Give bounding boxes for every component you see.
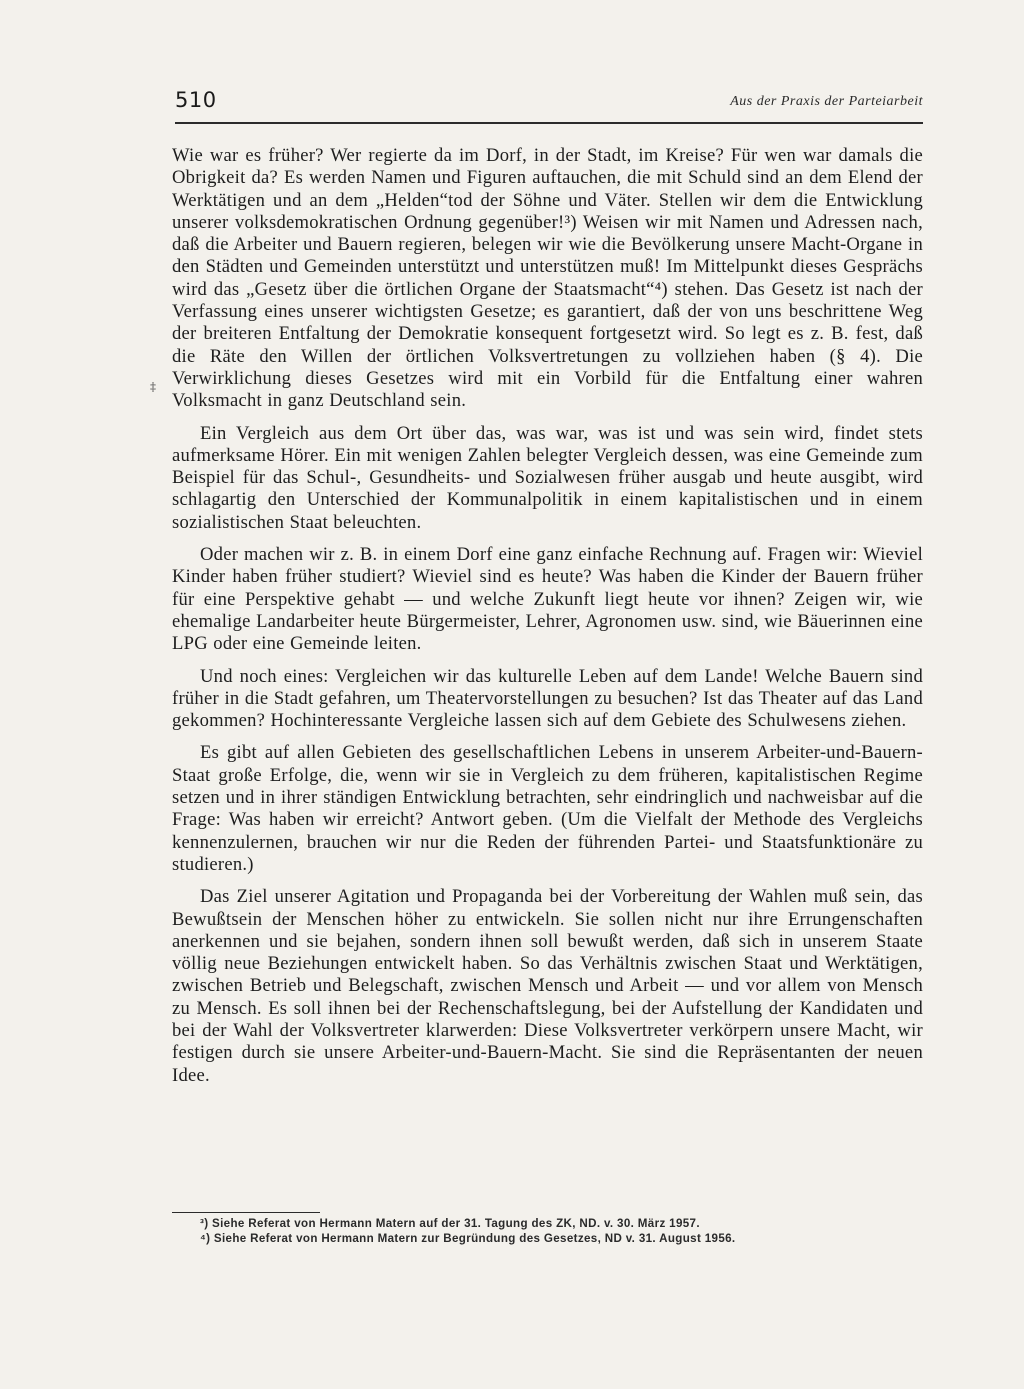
footnotes xyxy=(172,1216,927,1246)
paragraph-1: Wie war es früher? Wer regierte da im Dorf, in der Stadt, im Kreise? Für wen war damals die Obrigkeit da? Es werden Namen und Figuren auftauchen, die mit Schuld sind an dem Elend der Werktätigen und an dem „Helden“tod der Söhne und Väter. Stellen wir dem die Entwicklung unserer volksdemokratischen Ordnung gegenüber!³) Weisen wir mit Namen und Adressen nach, daß die Arbeiter und Bauern regieren, belegen wir wie die Bevölkerung unsere Macht-Organe in den Städten und Gemeinden unterstützt und unterstützen muß! Im Mittelpunkt dieses Gesprächs wird das „Gesetz über die örtlichen Organe der Staatsmacht“⁴) stehen. Das Gesetz ist nach der Verfassung eines unserer wichtigsten Gesetze; es garantiert, daß der von uns beschrittene Weg der breiteren Entfaltung der Demokratie konsequent fortgesetzt wird. So legt es z. B. fest, daß die Räte den Willen der örtlichen Volksvertretungen zu vollziehen haben (§ 4). Die Verwirklichung dieses Gesetzes wird mit ein Vorbild für die Entfaltung einer wahren Volksmacht in ganz Deutschland sein. xyxy=(172,145,923,412)
paragraph-3: Oder machen wir z. B. in einem Dorf eine ganz einfache Rechnung auf. Fragen wir: Wieviel Kinder haben früher studiert? Wieviel sind es heute? Was haben die Kinder der Bauern früher für eine Perspektive gehabt — und welche Zukunft liegt heute vor ihnen? Zeigen wir, wie ehemalige Landarbeiter heute Bürgermeister, Lehrer, Agronomen usw. sind, wie Bäuerinnen eine LPG oder eine Gemeinde leiten. xyxy=(172,544,923,655)
page-number: 510 xyxy=(175,88,217,112)
body-text xyxy=(172,145,923,1097)
paragraph-2: Ein Vergleich aus dem Ort über das, was war, was ist und was sein wird, findet stets aufmerksame Hörer. Ein mit wenigen Zahlen belegter Vergleich dessen, was eine Gemeinde zum Beispiel für das Schul-, Gesundheits- und Sozialwesen früher ausgab und heute ausgibt, wird schlagartig den Unterschied der Kommunalpolitik in einem kapitalistischen und in einem sozialistischen Staat beleuchten. xyxy=(172,422,923,533)
footnote-4: ⁴) Siehe Referat von Hermann Matern zur Begründung des Gesetzes, ND v. 31. August 1956. xyxy=(200,1232,736,1245)
footnote-rule xyxy=(172,1212,320,1213)
margin-mark: ‡ xyxy=(150,380,156,394)
footnote-3: ³) Siehe Referat von Hermann Matern auf der 31. Tagung des ZK, ND. v. 30. März 1957. xyxy=(200,1217,700,1230)
page-header xyxy=(175,88,923,120)
header-rule xyxy=(175,122,923,124)
paragraph-6: Das Ziel unserer Agitation und Propaganda bei der Vorbereitung der Wahlen muß sein, das Bewußtsein der Menschen höher zu entwickeln. Sie sollen nicht nur ihre Errungenschaften anerkennen und sie bejahen, sondern ihnen soll bewußt werden, daß sich in unserem Staate völlig neue Beziehungen entwickelt haben. So das Verhältnis zwischen Staat und Werktätigen, zwischen Betrieb und Belegschaft, zwischen Mensch und Arbeit — und vor allem von Mensch zu Mensch. Es soll ihnen bei der Rechenschaftslegung, bei der Aufstellung der Kandidaten und bei der Wahl der Volksvertreter klarwerden: Diese Volksvertreter verkörpern unsere Macht, wir festigen durch sie unsere Arbeiter-und-Bauern-Macht. Sie sind die Repräsentanten der neuen Idee. xyxy=(172,886,923,1086)
paragraph-5: Es gibt auf allen Gebieten des gesellschaftlichen Lebens in unserem Arbeiter-und-Bauern-Staat große Erfolge, die, wenn wir sie in Vergleich zu dem früheren, kapitalistischen Regime setzen und in ihrer ständigen Entwicklung betrachten, sehr eindringlich und nachweisbar auf die Frage: Was haben wir erreicht? Antwort geben. (Um die Vielfalt der Methode des Vergleichs kennenzulernen, brauchen wir nur die Reden der führenden Partei- und Staatsfunktionäre zu studieren.) xyxy=(172,742,923,875)
paragraph-4: Und noch eines: Vergleichen wir das kulturelle Leben auf dem Lande! Welche Bauern sind früher in die Stadt gefahren, um Theatervorstellungen zu besuchen? Ist das Theater auf das Land gekommen? Hochinteressante Vergleiche lassen sich auf dem Gebiete des Schulwesens ziehen. xyxy=(172,665,923,732)
running-head: Aus der Praxis der Parteiarbeit xyxy=(730,94,923,109)
